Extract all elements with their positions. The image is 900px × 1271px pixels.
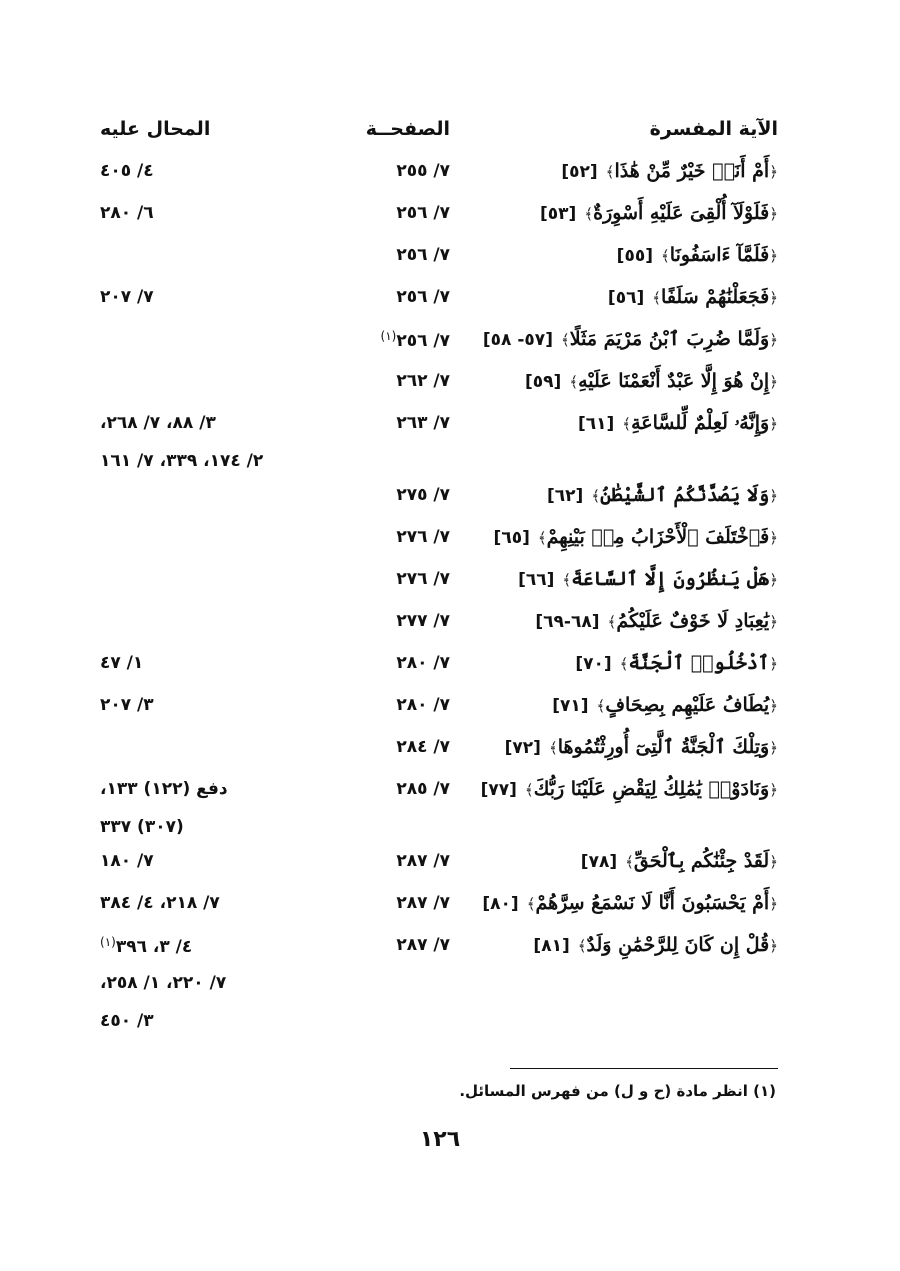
cross-reference [100,973,320,993]
ornate-bracket-open: ﴿ [769,247,778,265]
cross-reference-text: ٦/ ٢٨٠ [100,203,154,223]
page-reference-value: ٧/ ٢٥٥ [396,161,450,181]
ornate-bracket-close: ﴾ [569,373,579,391]
ayah-text: ٱدْخُلُوا۟ ٱلْجَنَّةَ [628,652,770,674]
ornate-bracket-close: ﴾ [562,571,572,589]
ayah-number: [٦٥] [493,528,530,548]
page-reference-value: ٧/ ٢٧٥ [396,485,450,505]
page-reference-value: ٧/ ٢٧٦ [396,527,450,547]
ornate-bracket-open: ﴿ [769,163,778,181]
ayah-entry [578,412,778,434]
page-reference [330,413,450,433]
ayah-entry [533,934,778,956]
ayah-number: [٨٠] [482,894,519,914]
cross-reference-text: ٧/ ٢٠٧ [100,287,154,307]
page-reference [330,611,450,631]
ornate-bracket-close: ﴾ [524,781,534,799]
ayah-number: [٦٨-٦٩] [535,612,600,632]
ornate-bracket-close: ﴾ [537,529,547,547]
cross-reference-text: ٧/ ٢٢٠، ١/ ٢٥٨، [100,973,227,993]
ayah-text: فَٱخْتَلَفَ ٱلْأَحْزَابُ مِنۢ بَيْنِهِمْ [546,526,770,548]
page-reference [330,329,450,351]
ayah-entry [575,652,778,674]
ornate-bracket-close: ﴾ [605,163,615,181]
column-header-page: الصفحــة [365,118,450,140]
page-reference [330,935,450,955]
page-number: ١٢٦ [419,1127,461,1152]
ornate-bracket-close: ﴾ [526,895,536,913]
ornate-bracket-close: ﴾ [584,205,594,223]
cross-reference-text: ١/ ٤٧ [100,653,144,673]
page-reference [330,569,450,589]
ornate-bracket-open: ﴿ [769,289,778,307]
ornate-bracket-open: ﴿ [769,415,778,433]
ayah-text: وَلَا يَصُدَّنَّكُمُ ٱلشَّيْطَٰنُ [600,484,770,506]
page-reference [330,161,450,181]
ayah-entry [483,328,778,350]
ayah-text: يُطَافُ عَلَيْهِم بِصِحَافٍ [605,694,770,716]
ornate-bracket-open: ﴿ [769,331,778,349]
ayah-entry [525,370,778,392]
ayah-number: [٨١] [533,936,570,956]
page-reference [330,527,450,547]
page-reference [330,245,450,265]
ornate-bracket-close: ﴾ [619,655,629,673]
cross-reference-text: ٣/ ٤٥٠ [100,1011,154,1031]
ayah-number: [٦١] [577,414,615,434]
ayah-text: أَمْ يَحْسَبُونَ أَنَّا لَا نَسْمَعُ سِرَّهُمْ [535,892,770,914]
ornate-bracket-close: ﴾ [661,247,670,265]
ayah-entry [617,244,778,266]
ayah-entry [540,202,778,224]
ornate-bracket-close: ﴾ [652,289,662,307]
ayah-text: لَقَدْ جِئْنَٰكُم بِٱلْحَقِّ [633,850,770,872]
column-header-ayah: الآية المفسرة [649,118,778,140]
footnote-marker: (١) [100,935,116,949]
ayah-entry [552,694,778,716]
column-header-ref: المحال عليه [100,118,211,140]
cross-reference [100,451,320,471]
ayah-text: أَمْ أَنَا۠ خَيْرٌ مِّنْ هَٰذَا [614,160,770,182]
ornate-bracket-close: ﴾ [625,853,634,871]
ornate-bracket-open: ﴿ [769,739,778,757]
cross-reference-text: ٤/ ٤٠٥ [100,161,154,181]
ornate-bracket-close: ﴾ [607,613,617,631]
cross-reference [100,653,320,673]
page-reference [330,371,450,391]
ayah-number: [٥٧- ٥٨] [482,330,553,350]
cross-reference [100,413,320,433]
cross-reference [100,935,320,957]
ornate-bracket-open: ﴿ [769,205,778,223]
ayah-number: [٦٦] [518,570,555,590]
cross-reference-text: ٣/ ٢٠٧ [100,695,154,715]
page-reference [330,779,450,799]
page-reference-value: ٧/ ٢٥٦ [396,331,450,351]
cross-reference [100,1011,320,1031]
ayah-number: [٥٢] [561,162,598,182]
ayah-text: وَإِنَّهُۥ لَعِلْمٌ لِّلسَّاعَةِ [631,412,770,434]
page-reference-value: ٧/ ٢٧٦ [396,569,450,589]
ayah-text: إِنْ هُوَ إِلَّا عَبْدٌ أَنْعَمْنَا عَلَيْهِ [578,370,770,392]
cross-reference [100,817,320,837]
page-reference [330,287,450,307]
cross-reference-text: (٣٠٧) ٣٣٧ [100,817,184,837]
page-reference-value: ٧/ ٢٧٧ [396,611,450,631]
ayah-entry [561,160,778,182]
cross-reference-text: ٧/ ٢١٨، ٤/ ٣٨٤ [100,893,220,913]
footnote-rule [510,1068,778,1069]
ayah-number: [٥٣] [540,204,577,224]
ayah-number: [٧٠] [575,654,612,674]
ayah-text: فَلَوْلَآ أُلْقِىَ عَلَيْهِ أَسْوِرَةٌ [593,202,770,224]
ornate-bracket-open: ﴿ [769,655,778,673]
page-reference-value: ٧/ ٢٨٧ [396,851,450,871]
page-reference [330,893,450,913]
cross-reference-text: دفع (١٢٢) ١٣٣، [100,779,228,799]
page-reference-value: ٧/ ٢٨٤ [396,737,450,757]
ayah-number: [٦٢] [546,486,584,506]
ornate-bracket-open: ﴿ [769,613,778,631]
ornate-bracket-open: ﴿ [769,895,778,913]
ornate-bracket-close: ﴾ [548,739,558,757]
ornate-bracket-close: ﴾ [577,937,587,955]
cross-reference [100,287,320,307]
ornate-bracket-open: ﴿ [769,529,778,547]
ayah-text: فَلَمَّآ ءَاسَفُونَا [669,244,770,266]
cross-reference-text: ٧/ ١٨٠ [100,851,154,871]
ayah-entry [608,286,778,308]
ayah-number: [٧٢] [504,738,541,758]
ornate-bracket-open: ﴿ [769,937,778,955]
ayah-entry [547,484,778,506]
ornate-bracket-open: ﴿ [769,487,778,505]
ayah-entry [581,850,778,872]
ornate-bracket-close: ﴾ [622,415,632,433]
ornate-bracket-open: ﴿ [769,373,778,391]
ayah-number: [٧٧] [480,780,517,800]
page-reference-value: ٧/ ٢٦٣ [396,413,450,433]
ayah-number: [٧١] [552,696,589,716]
ornate-bracket-open: ﴿ [769,853,778,871]
cross-reference [100,893,320,913]
ayah-number: [٥٥] [616,246,653,266]
ayah-text: قُلْ إِن كَانَ لِلرَّحْمَٰنِ وَلَدٌ [586,934,770,956]
page-reference-value: ٧/ ٢٨٥ [396,779,450,799]
ornate-bracket-close: ﴾ [560,331,570,349]
ayah-number: [٥٦] [607,288,645,308]
ornate-bracket-open: ﴿ [769,697,778,715]
ayah-text: وَتِلْكَ ٱلْجَنَّةُ ٱلَّتِىٓ أُورِثْتُمُوهَا [557,736,770,758]
page-reference [330,203,450,223]
cross-reference [100,203,320,223]
ayah-entry [518,568,778,590]
cross-reference-text: ٣/ ٨٨، ٧/ ٢٦٨، [100,413,216,433]
ayah-text: هَلْ يَنظُرُونَ إِلَّا ٱلسَّاعَةَ [571,568,770,590]
cross-reference [100,851,320,871]
cross-reference [100,779,320,799]
ayah-number: [٥٩] [524,372,562,392]
ayah-number: [٧٨] [580,852,618,872]
ayah-entry [494,526,778,548]
ayah-text: وَنَادَوْا۟ يَٰمَٰلِكُ لِيَقْضِ عَلَيْنَا رَبُّكَ [533,778,770,800]
ornate-bracket-open: ﴿ [769,571,778,589]
ayah-entry [481,778,778,800]
page-reference-value: ٧/ ٢٨٠ [396,653,450,673]
ornate-bracket-close: ﴾ [591,487,601,505]
footnote: (١) انظر مادة (ح و ل) من فهرس المسائل. [459,1082,776,1100]
cross-reference [100,161,320,181]
cross-reference [100,695,320,715]
ayah-text: وَلَمَّا ضُرِبَ ٱبْنُ مَرْيَمَ مَثَلًا [569,328,770,350]
footnote-marker: (١) [380,329,397,343]
page-reference-value: ٧/ ٢٥٦ [396,287,450,307]
page-reference [330,695,450,715]
ayah-text: فَجَعَلْنَٰهُمْ سَلَفًا [661,286,770,308]
ayah-entry [505,736,778,758]
ornate-bracket-close: ﴾ [596,697,606,715]
page-reference-value: ٧/ ٢٥٦ [396,245,450,265]
page-reference [330,485,450,505]
cross-reference-text: ٢/ ١٧٤، ٣٣٩، ٧/ ١٦١ [100,451,264,471]
page-reference-value: ٧/ ٢٨٧ [396,935,450,955]
page-reference [330,737,450,757]
page-reference-value: ٧/ ٢٨٧ [396,893,450,913]
ayah-text: يَٰعِبَادِ لَا خَوْفٌ عَلَيْكُمُ [616,610,770,632]
ayah-entry [535,610,778,632]
ornate-bracket-open: ﴿ [769,781,778,799]
page-reference-value: ٧/ ٢٦٢ [396,371,450,391]
page-reference [330,851,450,871]
page-reference-value: ٧/ ٢٨٠ [396,695,450,715]
ayah-entry [482,892,778,914]
page-reference [330,653,450,673]
page-reference-value: ٧/ ٢٥٦ [396,203,450,223]
cross-reference-text: ٤/ ٣، ٣٩٦ [115,937,193,957]
